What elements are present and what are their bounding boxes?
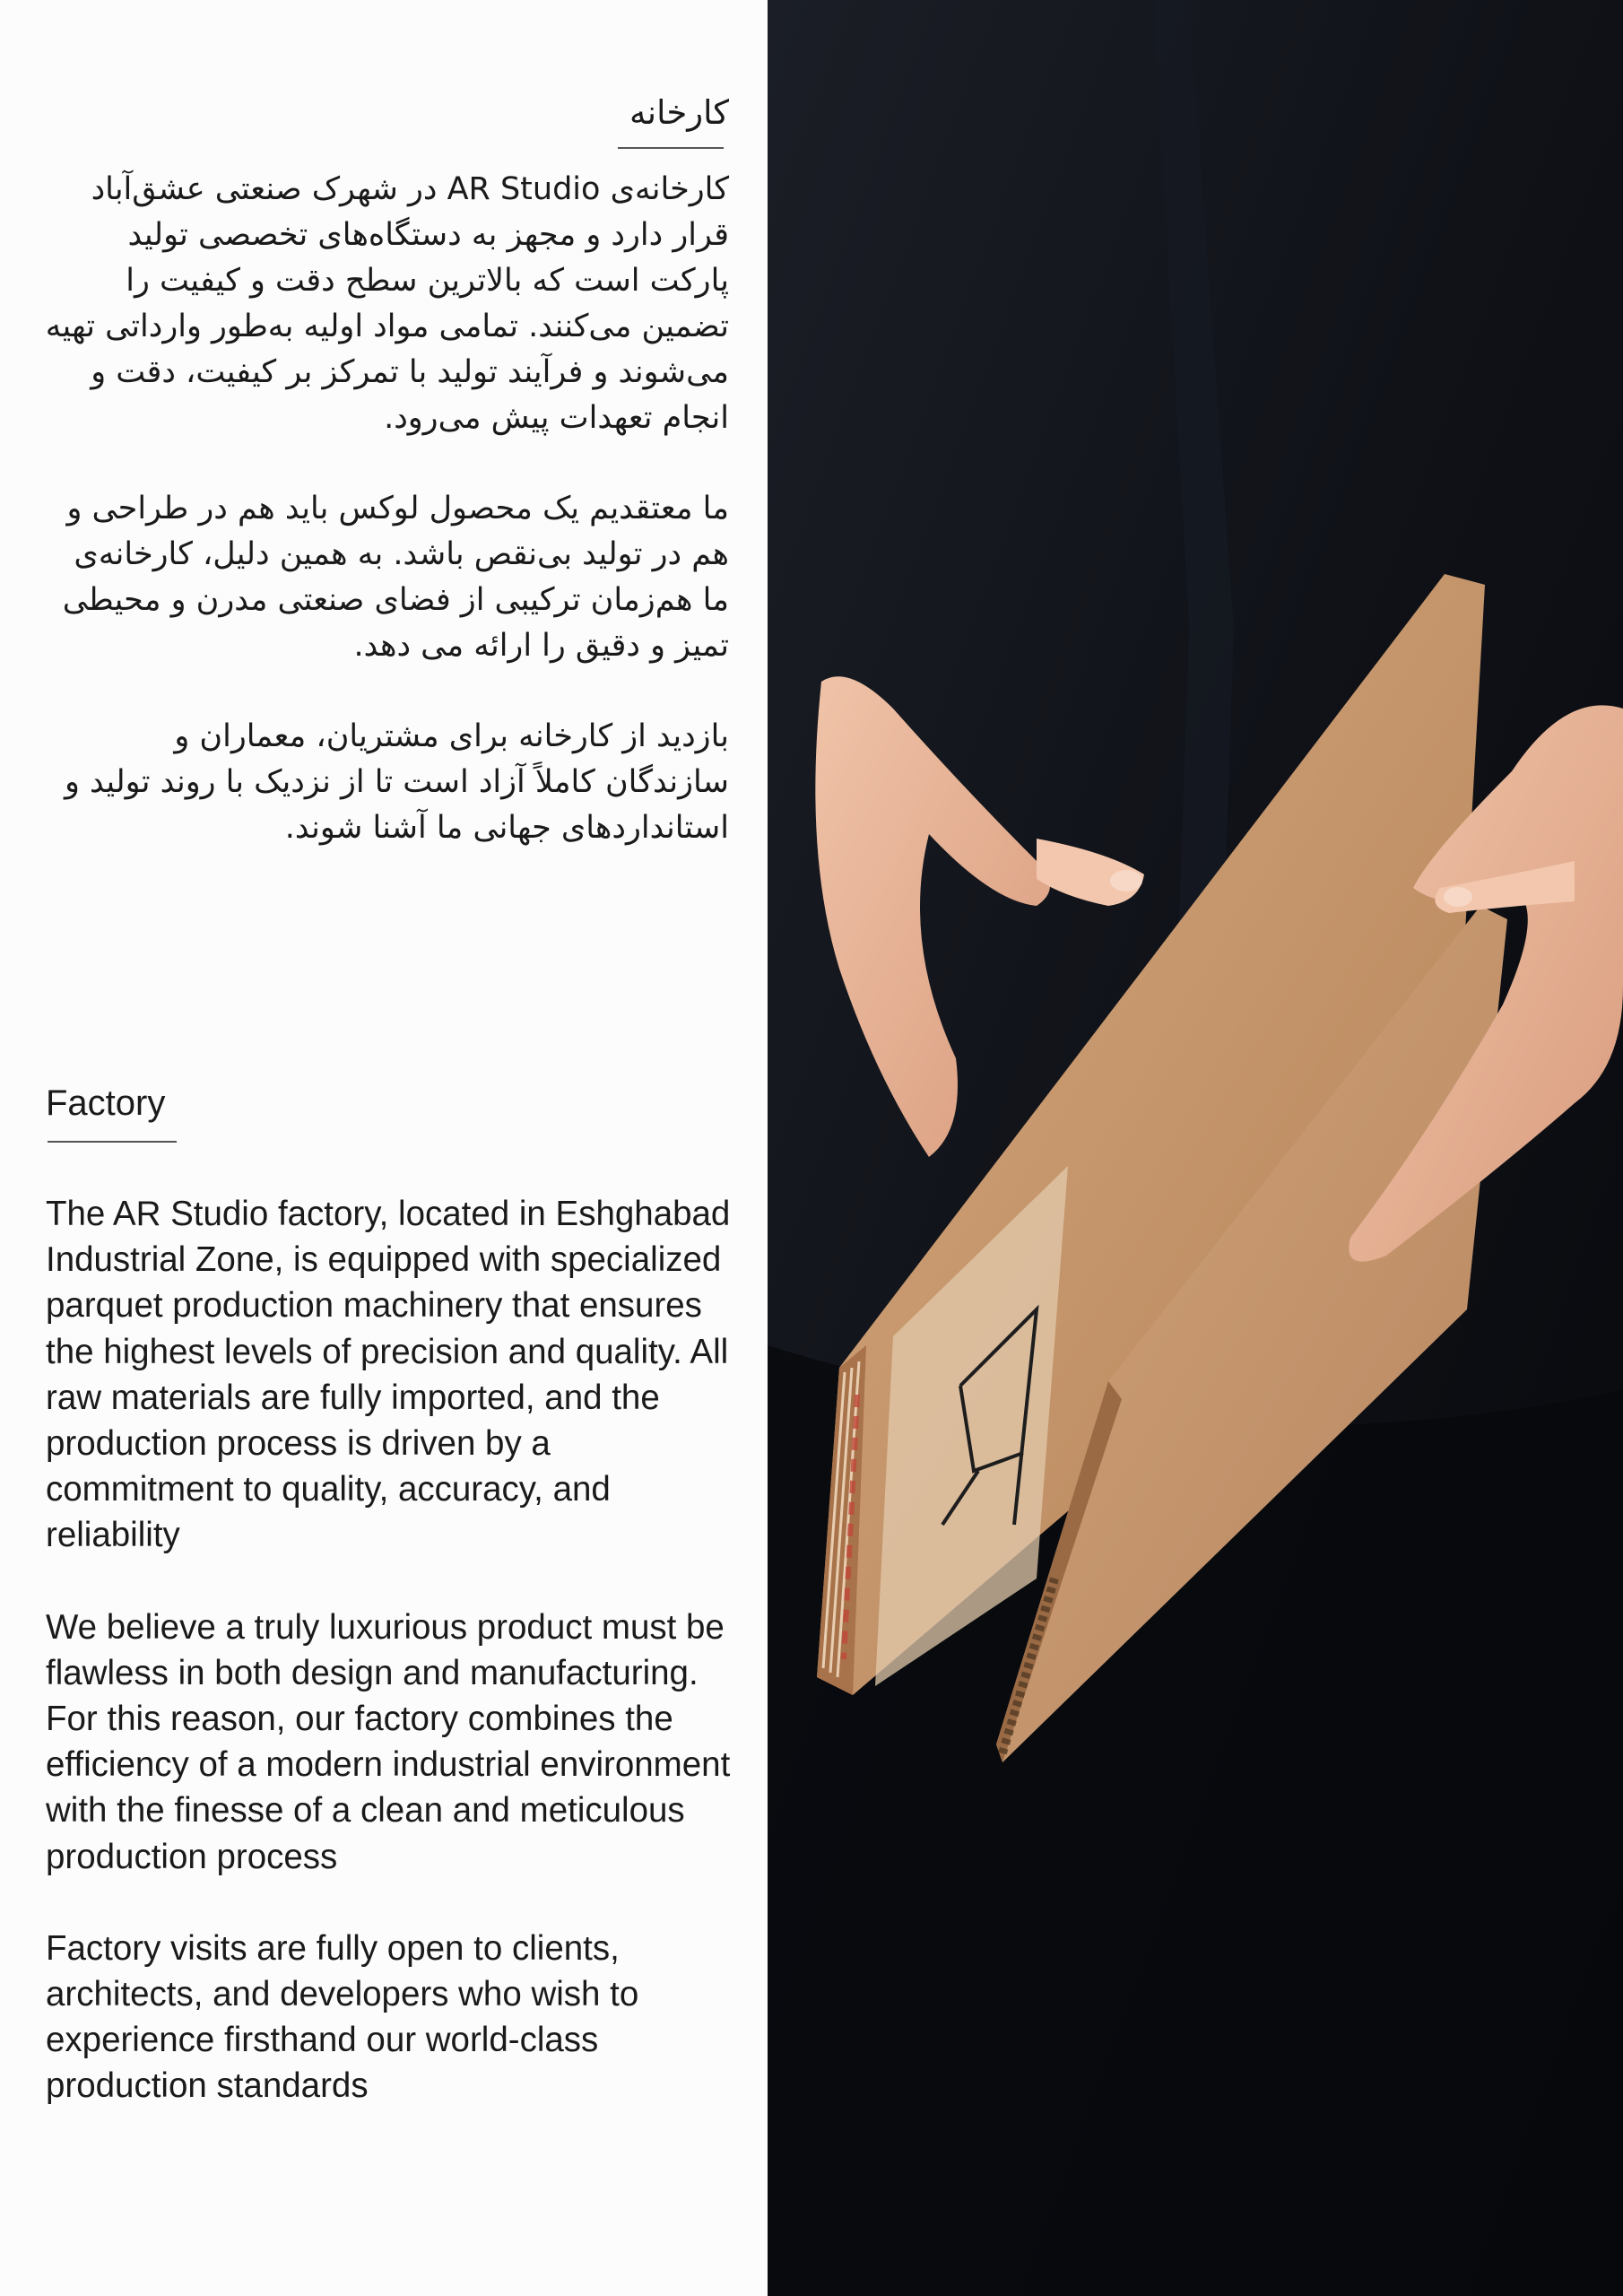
english-paragraph-2: We believe a truly luxurious product must be flawless in both design and manufacturing. For this reason, our factory combines the efficiency of a modern industrial environment with the finesse of a clean and meticulous production process	[46, 1607, 731, 1876]
left-thumbnail	[1110, 870, 1142, 891]
persian-title: کارخانه	[629, 93, 729, 132]
english-title-underline	[48, 1141, 177, 1143]
english-paragraph-3: Factory visits are fully open to clients, architects, and developers who wish to experience firsthand our world-class production standards	[46, 1928, 639, 2106]
factory-photo	[768, 0, 1623, 2296]
right-thumbnail	[1444, 887, 1472, 907]
english-paragraph-1: The AR Studio factory, located in Eshghabad Industrial Zone, is equipped with specialized parquet production machinery that ensures the highest levels of precision and quality. All raw materials are fully imported, and the production process is driven by a commitment to quality, accuracy, and reliability	[46, 1195, 731, 1555]
persian-paragraph-3: بازدید از کارخانه برای مشتریان، معماران و سازندگان کاملاً آزاد است تا از نزدیک با روند تولید و استانداردهای جهانی ما آشنا شوند.	[65, 718, 729, 846]
persian-title-underline	[618, 147, 724, 149]
text-column	[0, 0, 768, 2296]
persian-section	[45, 88, 729, 896]
english-section	[46, 1076, 736, 2155]
persian-paragraph-2: ما معتقدیم یک محصول لوکس باید هم در طراحی و هم در تولید بی‌نقص باشد. به همین دلیل، کارخانه‌ی ما هم‌زمان ترکیبی از فضای صنعتی مدرن و محیطی تمیز و دقیق را ارائه می دهد.	[62, 491, 729, 664]
persian-paragraph-1: کارخانه‌ی AR Studio در شهرک صنعتی عشق‌آباد قرار دارد و مجهز به دستگاه‌های تخصصی تولید پارکت است که بالاترین سطح دقت و کیفیت را تضمین می‌کنند. تمامی مواد اولیه به‌طور وارداتی تهیه می‌شوند و فرآیند تولید با تمرکز بر کیفیت، دقت و انجام تعهدات پیش می‌رود.	[45, 171, 729, 436]
english-title: Factory	[46, 1083, 166, 1123]
photo-illustration	[768, 0, 1623, 2296]
